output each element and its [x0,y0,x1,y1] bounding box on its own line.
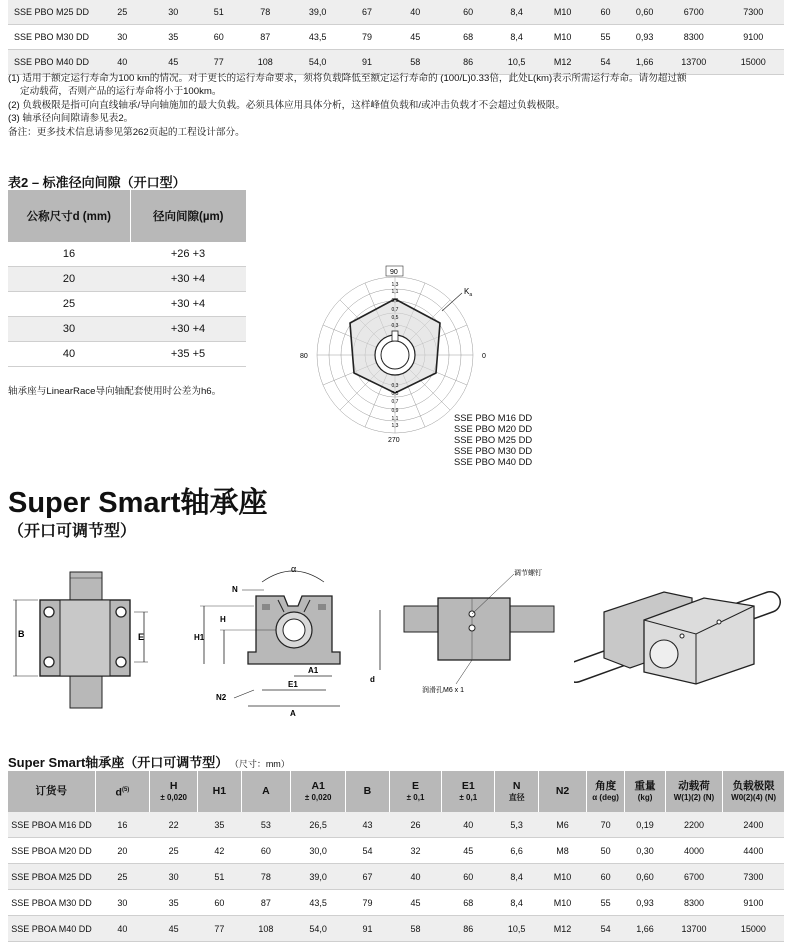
polar-legend [454,412,532,467]
table-cell: +35 +5 [130,342,246,367]
table-cell: 108 [241,50,291,75]
table-cell: 45 [150,916,198,942]
table-cell: SSE PBOA M20 DD [8,838,95,864]
dim-N: N [232,585,238,594]
section-title: Super Smart轴承座 [8,487,268,519]
table-cell: 42 [198,838,242,864]
table-cell: 45 [150,50,197,75]
table-row [8,317,246,342]
table-cell: 8,4 [495,890,539,916]
table-cell: 25 [8,292,130,317]
table-cell: 20 [8,267,130,292]
table-header: 订货号 [8,771,95,812]
table-cell: SSE PBO M30 DD [8,25,95,50]
top-spec-table [8,0,784,75]
table-cell: 45 [442,838,495,864]
table-cell: 30 [95,25,150,50]
table-cell: 5,3 [495,812,539,838]
table-header: N 直径 [495,771,539,812]
dim-A: A [290,709,296,718]
legend-item: SSE PBO M16 DD [454,412,533,423]
table-cell: 51 [197,0,241,25]
table-cell: 8,4 [495,0,539,25]
table-cell: 8,4 [495,25,539,50]
table-cell: 54 [586,916,625,942]
table-cell: 60 [197,25,241,50]
table-cell: 108 [241,916,290,942]
table-cell: M12 [539,916,587,942]
table-cell: 78 [241,0,291,25]
table-cell: 60 [198,890,242,916]
table-cell: 0,60 [625,864,665,890]
table-cell: 8300 [665,25,723,50]
svg-text:1,1: 1,1 [391,289,399,295]
table-cell: 25 [95,864,150,890]
drawing-perspective [574,576,784,686]
section-subtitle: （开口可调节型） [8,523,137,540]
svg-text:0,7: 0,7 [391,399,399,405]
dim-alpha: α [291,564,297,574]
table-row [8,342,246,367]
table-cell: 4400 [723,838,784,864]
table-cell: 67 [346,864,389,890]
table-cell: 22 [150,812,198,838]
table-cell: 13700 [665,50,723,75]
table-cell: +26 +3 [130,242,246,267]
table-cell: +30 +4 [130,292,246,317]
drawing-front-view [190,560,370,720]
table-cell: 40 [95,50,150,75]
table-cell: 35 [198,812,242,838]
table-cell: 39,0 [291,864,346,890]
dim-B: B [18,629,25,639]
table-cell: 2200 [665,812,723,838]
svg-text:0,9: 0,9 [391,408,399,414]
table-cell: 54 [346,838,389,864]
table-cell: 8,4 [495,864,539,890]
table-header: 负载极限 W0(2)(4) (N) [723,771,784,812]
table-cell: 43,5 [290,25,345,50]
table-cell: 9100 [723,25,784,50]
table-cell: 54,0 [290,50,345,75]
table-cell: M10 [539,0,587,25]
table-cell: 70 [586,812,625,838]
dim-E: E [138,632,145,642]
table-row [8,0,784,25]
table-cell: 6700 [665,0,723,25]
note-3: (3) 轴承径向间隙请参见表2。 [8,113,134,125]
table-cell: 9100 [723,890,784,916]
table-cell: 91 [345,50,389,75]
table-cell: 35 [150,25,197,50]
table-row [8,292,246,317]
table-cell: 30 [8,317,130,342]
table-cell: 15000 [723,916,784,942]
svg-text:0,5: 0,5 [391,391,399,397]
table-cell: 30 [150,864,198,890]
table-cell: 60 [587,0,625,25]
table-cell: 86 [442,50,495,75]
table-row [8,50,784,75]
table-cell: M10 [539,25,587,50]
table-cell: 4000 [665,838,723,864]
super-smart-open-adjustable-table [8,771,784,942]
table-cell: 16 [8,242,130,267]
table-cell: 32 [389,838,442,864]
legend-item: SSE PBO M25 DD [454,434,533,445]
polar-label-bottom: 270 [388,437,400,444]
legend-item: SSE PBO M30 DD [454,445,533,456]
table-cell: 68 [442,25,495,50]
table-cell: 16 [95,812,150,838]
table-header: N2 [539,771,587,812]
table-cell: 40 [442,812,495,838]
legend-item: SSE PBO M40 DD [454,456,533,467]
table-cell: 2400 [723,812,784,838]
table-cell: 39,0 [290,0,345,25]
table-cell: SSE PBO M25 DD [8,0,95,25]
table-cell: 30 [150,0,197,25]
table-header: A [241,771,290,812]
dim-d: d [370,675,375,684]
table-cell: 78 [241,864,290,890]
table-header: H ± 0,020 [150,771,198,812]
table-cell: 20 [95,838,150,864]
table-cell: 40 [8,342,130,367]
table-cell: 15000 [723,50,784,75]
svg-text:0,9: 0,9 [391,298,399,304]
unit-label: （尺寸：mm） [234,759,290,769]
table-cell: 50 [586,838,625,864]
table-cell: 45 [389,25,442,50]
dim-H1: H1 [194,633,205,642]
table-cell: 40 [95,916,150,942]
table-cell: 58 [389,916,442,942]
table-cell: 43,5 [291,890,346,916]
bottom-table-title: Super Smart轴承座（开口可调节型） （尺寸：mm） [8,755,290,770]
table2-note: 轴承座与LinearRace导向轴配套使用时公差为h6。 [8,386,222,397]
table-cell: 6,6 [495,838,539,864]
table-cell: 54,0 [291,916,346,942]
table-cell: 30,0 [291,838,346,864]
legend-item: SSE PBO M20 DD [454,423,533,434]
table-cell: 77 [197,50,241,75]
dim-A1: A1 [308,666,319,675]
table-header: 动载荷 W(1)(2) (N) [665,771,723,812]
table-cell: 8300 [665,890,723,916]
table-cell: 7300 [723,864,784,890]
table-cell: 10,5 [495,50,539,75]
table-cell: 26,5 [291,812,346,838]
table-cell: 91 [346,916,389,942]
dim-H: H [220,615,226,624]
table2-header-size: 公称尺寸d (mm) [8,190,130,242]
note-1: (1) 适用于额定运行寿命为100 km的情况。对于更长的运行寿命要求，须将负载降低至额定运行寿命的 (100/L)0.33倍，此处L(km)表示所需运行寿命。请勿超过额 [8,73,687,84]
table-header: H1 [198,771,242,812]
table-cell: 54 [587,50,625,75]
label-lube-hole: 润滑孔M6 x 1 [422,687,465,694]
table2-radial-clearance [8,190,246,367]
table-cell: SSE PBOA M25 DD [8,864,95,890]
table-cell: SSE PBO M40 DD [8,50,95,75]
table-row [8,890,784,916]
table-row [8,812,784,838]
table-cell: M8 [539,838,587,864]
table-cell: 60 [442,864,495,890]
svg-text:1,1: 1,1 [391,416,399,422]
svg-text:0,3: 0,3 [391,383,399,389]
table-cell: 68 [442,890,495,916]
remark: 备注：更多技术信息请参见第262页起的工程设计部分。 [8,126,245,138]
table-cell: 55 [586,890,625,916]
table-header: E1 ± 0,1 [442,771,495,812]
table-cell: 0,30 [625,838,665,864]
curve-label: $K_a$ [464,287,473,298]
table-cell: +30 +4 [130,317,246,342]
dim-N2: N2 [216,693,227,702]
table-cell: 25 [95,0,150,25]
table-header: E ± 0,1 [389,771,442,812]
table-cell: M10 [539,890,587,916]
table-cell: 43 [346,812,389,838]
table-cell: 30 [95,890,150,916]
table-row [8,242,246,267]
label-adjust-screw: 调节螺钉 [514,570,542,577]
table-row [8,864,784,890]
table-cell: 45 [389,890,442,916]
note-2: (2) 负载极限是指可向直线轴承/导向轴施加的最大负载。必须具体应用具体分析，这样峰值负载和/或冲击负载才不会超过负载极限。 [8,99,565,111]
table-cell: 58 [389,50,442,75]
table-cell: 26 [389,812,442,838]
table-cell: 79 [345,25,389,50]
table-cell: 0,60 [625,0,665,25]
table-header: 角度 α (deg) [586,771,625,812]
table-cell: 1,66 [625,50,665,75]
table-cell: SSE PBOA M40 DD [8,916,95,942]
table-cell: 25 [150,838,198,864]
table-header: 重量 (kg) [625,771,665,812]
table-cell: +30 +4 [130,267,246,292]
table-cell: 13700 [665,916,723,942]
table-cell: 67 [345,0,389,25]
table-cell: 87 [241,25,291,50]
table-cell: 0,93 [625,25,665,50]
table-cell: M12 [539,50,587,75]
table-cell: 79 [346,890,389,916]
svg-text:0,3: 0,3 [391,323,399,329]
table-header: B [346,771,389,812]
table-cell: SSE PBOA M16 DD [8,812,95,838]
table-cell: 53 [241,812,290,838]
table-cell: 51 [198,864,242,890]
table-cell: 60 [586,864,625,890]
footnotes [8,72,783,139]
table2-header-clearance: 径向间隙(µm) [130,190,246,242]
table-cell: 7300 [723,0,784,25]
table-cell: SSE PBOA M30 DD [8,890,95,916]
polar-label-right: 0 [482,353,486,360]
table-cell: 35 [150,890,198,916]
svg-text:1,3: 1,3 [391,423,399,429]
polar-label-top: 90 [390,269,398,276]
table-row [8,838,784,864]
table-row [8,916,784,942]
table-cell: 6700 [665,864,723,890]
table-cell: 40 [389,864,442,890]
table-cell: 60 [241,838,290,864]
drawing-top-view [8,570,168,710]
table-cell: 10,5 [495,916,539,942]
table-cell: 77 [198,916,242,942]
table-cell: 0,93 [625,890,665,916]
table-header: $d^{(5)}$ [95,771,150,812]
polar-label-left: 80 [300,353,308,360]
table-cell: 86 [442,916,495,942]
table2-title: 表2 – 标准径向间隙（开口型） [8,175,186,190]
table-cell: 87 [241,890,290,916]
table-cell: M6 [539,812,587,838]
svg-text:1,3: 1,3 [391,282,399,288]
table-cell: M10 [539,864,587,890]
table-header: A1 ± 0,020 [291,771,346,812]
table-cell: 1,66 [625,916,665,942]
table-cell: 60 [442,0,495,25]
table-row [8,25,784,50]
dim-E1: E1 [288,680,298,689]
note-1-cont: 定动载荷，否则产品的运行寿命将小于100km。 [20,86,222,98]
svg-text:0,5: 0,5 [391,315,399,321]
svg-text:0,7: 0,7 [391,307,399,313]
drawing-side-view [364,560,564,700]
table-cell: 40 [389,0,442,25]
table-cell: 0,19 [625,812,665,838]
table-row [8,267,246,292]
table-cell: 55 [587,25,625,50]
